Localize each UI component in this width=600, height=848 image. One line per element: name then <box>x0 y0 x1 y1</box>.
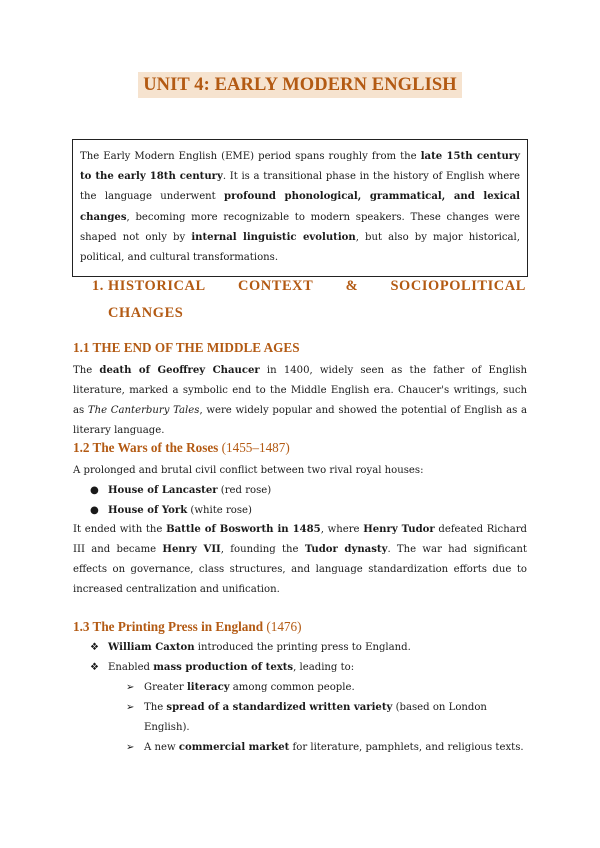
house-note: (white rose) <box>187 505 252 516</box>
heading-word: CONTEXT <box>237 278 314 294</box>
subsection-heading-text: 1.2 The Wars of the Roses <box>73 440 222 455</box>
subsection-heading-1-1 <box>73 340 300 356</box>
sublist-item <box>73 698 527 738</box>
item-text: The <box>144 702 167 713</box>
item-text: Enabled <box>108 662 154 673</box>
sublist-item <box>73 678 527 698</box>
list-item <box>73 481 527 501</box>
printing-press-list <box>73 638 527 678</box>
bold-commercial-market: commercial market <box>178 742 290 753</box>
para-text: The <box>73 365 100 376</box>
arrow-bullet-icon: ➢ <box>126 682 135 693</box>
para-text: in 1400, widely seen as the father of English literature, marked a symbolic end to the Middle English era. Chaucer's writings, such as <box>73 365 527 416</box>
para-text: . The war had significant effects on governance, class structures, and language standardization efforts due to increased centralization and unification. <box>73 544 527 595</box>
item-text: among common people. <box>229 682 355 693</box>
subsection-heading-1-2 <box>73 440 290 456</box>
intro-box <box>72 139 528 277</box>
printing-effects-sublist <box>73 678 527 758</box>
bold-henry-vii: Henry VII <box>162 544 221 555</box>
bold-literacy: literacy <box>186 682 230 693</box>
section-heading-line-1 <box>108 272 526 300</box>
house-name: House of York <box>108 505 188 516</box>
para-text: , founding the <box>220 544 305 555</box>
para-text: , where <box>320 524 364 535</box>
bold-mass-production: mass production of texts <box>153 662 294 673</box>
item-text: A new <box>144 742 179 753</box>
bold-standardized-variety: spread of a standardized written variety <box>166 702 393 713</box>
paragraph-middle-ages <box>73 361 527 441</box>
house-note: (red rose) <box>217 485 272 496</box>
section-number: 1. <box>92 278 104 294</box>
bold-chaucer: death of Geoffrey Chaucer <box>99 365 260 376</box>
bullet-icon: ● <box>90 485 99 496</box>
house-name: House of Lancaster <box>108 485 218 496</box>
arrow-bullet-icon: ➢ <box>126 702 135 713</box>
subsection-heading-dates: (1476) <box>266 619 302 634</box>
arrow-bullet-icon: ➢ <box>126 742 135 753</box>
italic-canterbury-tales: The Canterbury Tales <box>87 405 200 416</box>
bullet-icon: ● <box>90 505 99 516</box>
intro-text-3: , becoming more recognizable to modern speakers. These changes were shaped not only by <box>80 211 520 243</box>
paragraph-bosworth <box>73 520 527 600</box>
sublist-item <box>73 738 527 758</box>
heading-word: SOCIOPOLITICAL <box>390 278 526 294</box>
unit-title: UNIT 4: EARLY MODERN ENGLISH <box>138 72 462 98</box>
heading-word: HISTORICAL <box>108 278 206 294</box>
diamond-bullet-icon: ❖ <box>90 662 100 673</box>
subsection-heading-dates: (1455–1487) <box>221 440 290 455</box>
list-item <box>73 658 527 678</box>
subsection-heading-text: 1.1 THE END OF THE MIDDLE AGES <box>73 340 300 355</box>
para-text: It ended with the <box>73 524 167 535</box>
rival-houses-list <box>73 481 527 521</box>
intro-bold-evolution: internal linguistic evolution <box>191 231 356 243</box>
intro-text-1: The Early Modern English (EME) period spans roughly from the <box>80 151 421 162</box>
item-text: introduced the printing press to England. <box>194 642 411 653</box>
title-wrapper <box>0 72 600 98</box>
para-text: defeated Richard III and became <box>73 524 527 555</box>
item-text: for literature, pamphlets, and religious texts. <box>289 742 524 753</box>
item-text: Greater <box>144 682 187 693</box>
bold-caxton: William Caxton <box>108 642 195 653</box>
paragraph-wars-intro: A prolonged and brutal civil conflict between two rival royal houses: <box>73 465 424 476</box>
subsection-heading-text: 1.3 The Printing Press in England <box>73 619 267 634</box>
subsection-heading-1-3 <box>73 619 302 635</box>
intro-text-4: , but also by major historical, political, and cultural transformations. <box>80 231 520 264</box>
intro-text-2: . It is a transitional phase in the history of English where the language underwent <box>80 171 521 203</box>
list-item <box>73 501 527 521</box>
list-item <box>73 638 527 658</box>
intro-bold-period: late 15th century to the early 18th century <box>80 151 520 183</box>
para-text: , were widely popular and showed the potential of English as a literary language. <box>73 405 527 436</box>
bold-henry-tudor: Henry Tudor <box>363 524 435 535</box>
bold-tudor-dynasty: Tudor dynasty <box>304 544 388 555</box>
item-text: (based on London English). <box>144 702 487 733</box>
heading-word: & <box>345 278 359 294</box>
bold-bosworth: Battle of Bosworth in 1485 <box>166 524 321 535</box>
item-text: , leading to: <box>293 662 355 673</box>
section-heading-line-2: CHANGES <box>108 305 184 321</box>
diamond-bullet-icon: ❖ <box>90 642 100 653</box>
intro-bold-changes: profound phonological, grammatical, and lexical changes <box>80 191 520 223</box>
